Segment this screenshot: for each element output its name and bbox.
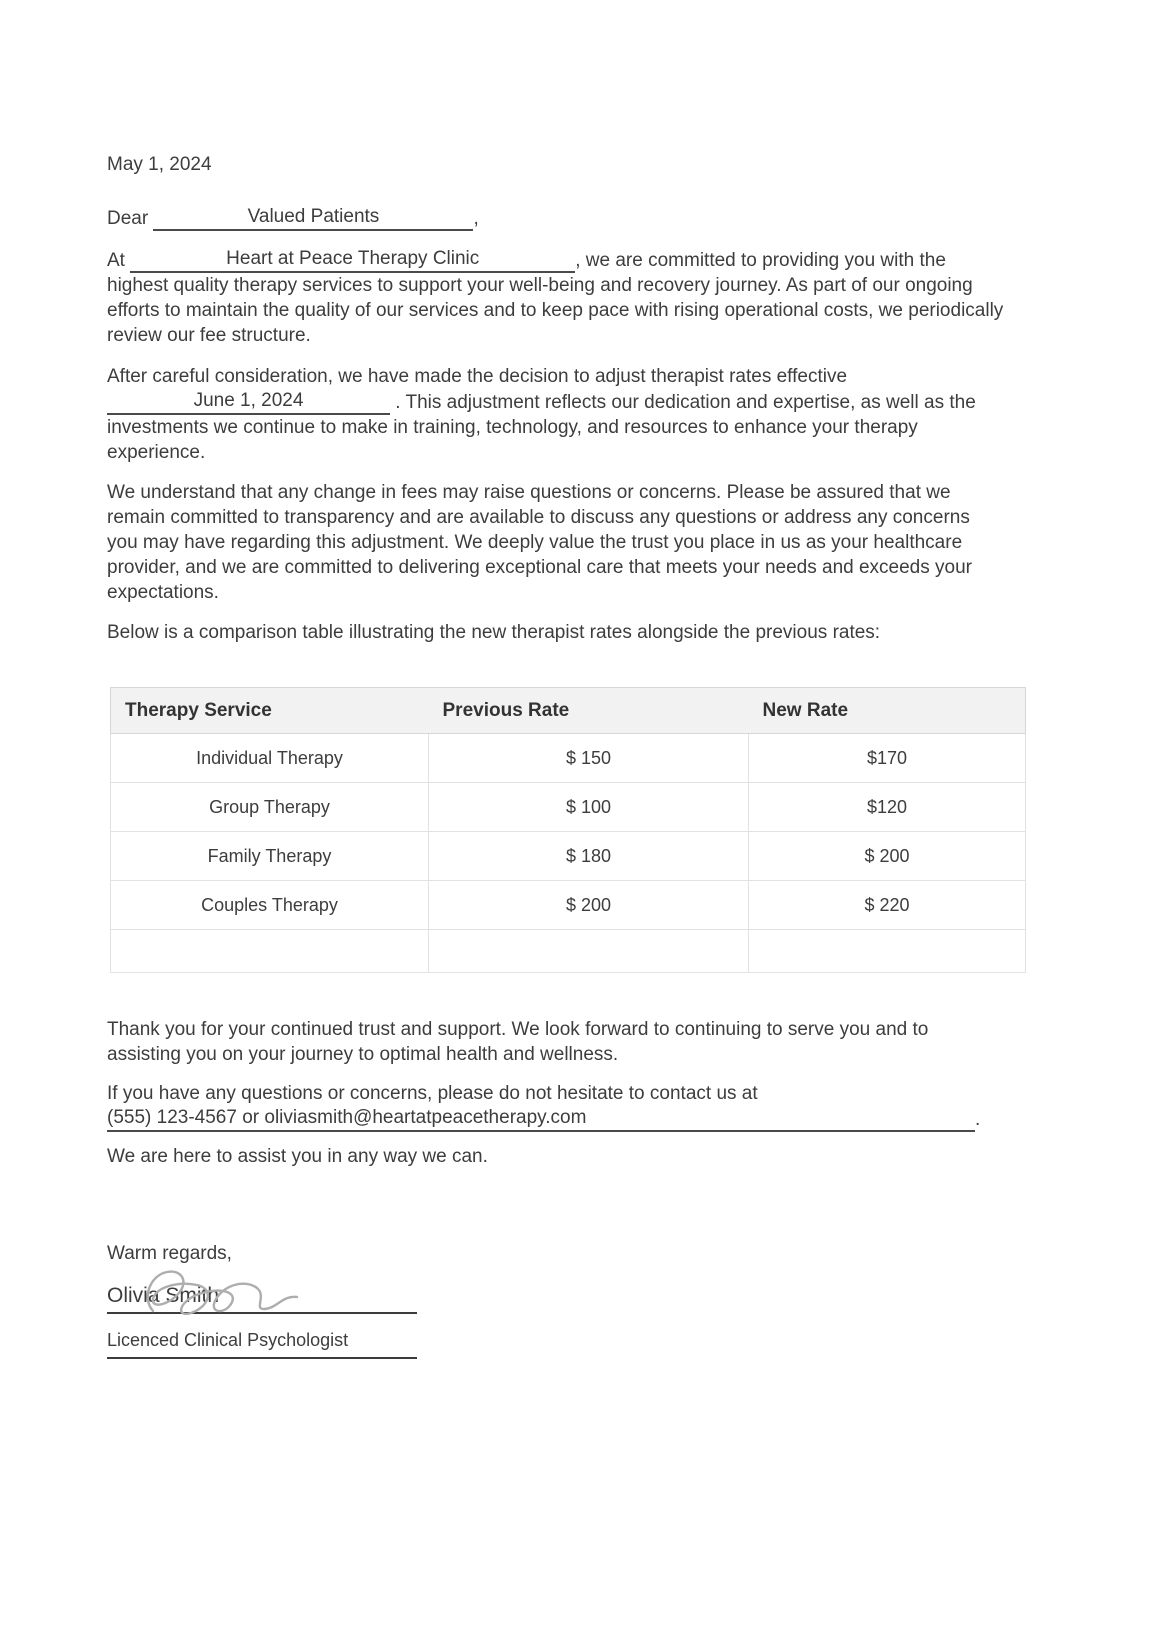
signature-title: Licenced Clinical Psychologist bbox=[107, 1328, 417, 1359]
adjustment-rest: . This adjustment reflects our dedication and expertise, as well as the investments we continue to make in training, technology, and resources to enhance your therapy experience. bbox=[107, 392, 976, 463]
effective-date: June 1, 2024 bbox=[193, 390, 304, 411]
signature-name: Olivia Smith bbox=[107, 1283, 417, 1314]
table-row bbox=[111, 832, 1026, 881]
recipient-name-blank bbox=[153, 205, 473, 231]
table-cell-previous-rate bbox=[429, 930, 749, 973]
table-cell-service: Couples Therapy bbox=[111, 881, 429, 930]
paragraph-assist: We are here to assist you in any way we can. bbox=[107, 1146, 488, 1167]
table-cell-new-rate bbox=[749, 930, 1026, 973]
table-cell-service: Individual Therapy bbox=[111, 734, 429, 783]
table-cell-service: Family Therapy bbox=[111, 832, 429, 881]
effective-date-blank bbox=[107, 389, 390, 415]
clinic-name: Heart at Peace Therapy Clinic bbox=[226, 248, 480, 269]
clinic-name-blank bbox=[130, 247, 575, 273]
table-cell-previous-rate: $ 200 bbox=[429, 881, 749, 930]
table-cell-new-rate: $ 220 bbox=[749, 881, 1026, 930]
intro-rest: , we are committed to providing you with the highest quality therapy services to support your well-being and recovery journey. As part of our ongoing efforts to maintain the quality of our services and to keep pace with rising operational costs, we periodically review our fee structure. bbox=[107, 250, 1004, 346]
table-cell-previous-rate: $ 100 bbox=[429, 783, 749, 832]
contact-lead-in: If you have any questions or concerns, please do not hesitate to contact us at bbox=[107, 1083, 758, 1104]
table-cell-previous-rate: $ 180 bbox=[429, 832, 749, 881]
paragraph-contact bbox=[107, 1081, 1004, 1132]
paragraph-table-lead-in: Below is a comparison table illustrating the new therapist rates alongside the previous rates: bbox=[107, 622, 881, 643]
contact-info-blank bbox=[107, 1106, 975, 1132]
letter-date: May 1, 2024 bbox=[107, 154, 212, 175]
table-cell-new-rate: $ 200 bbox=[749, 832, 1026, 881]
table-row bbox=[111, 783, 1026, 832]
salutation-prefix: Dear bbox=[107, 208, 149, 229]
table-cell-service bbox=[111, 930, 429, 973]
table-cell-new-rate: $170 bbox=[749, 734, 1026, 783]
closing-block bbox=[107, 1241, 1004, 1359]
header-new-rate: New Rate bbox=[749, 688, 1026, 734]
contact-info: (555) 123-4567 or oliviasmith@heartatpeacetherapy.com bbox=[107, 1107, 587, 1128]
paragraph-thanks: Thank you for your continued trust and support. We look forward to continuing to serve you and to assisting you on your journey to optimal health and wellness. bbox=[107, 1019, 929, 1065]
intro-prefix: At bbox=[107, 250, 125, 271]
table-header-row bbox=[111, 688, 1026, 734]
salutation-suffix: , bbox=[473, 208, 479, 229]
letter-content bbox=[107, 152, 1004, 1359]
header-previous-rate: Previous Rate bbox=[429, 688, 749, 734]
paragraph-transparency: We understand that any change in fees may raise questions or concerns. Please be assured that we remain committed to transparency and are available to discuss any questions or address any concerns you may have regarding this adjustment. We deeply value the trust you place in us as your healthcare provider, and we are committed to delivering exceptional care that meets your needs and exceeds your expectations. bbox=[107, 482, 972, 603]
table-row-empty bbox=[111, 930, 1026, 973]
recipient-name: Valued Patients bbox=[247, 206, 380, 227]
contact-suffix: . bbox=[975, 1109, 981, 1130]
paragraph-rate-adjustment bbox=[107, 364, 1004, 465]
closing-regards: Warm regards, bbox=[107, 1243, 232, 1264]
table-row bbox=[111, 881, 1026, 930]
table-cell-service: Group Therapy bbox=[111, 783, 429, 832]
table-cell-previous-rate: $ 150 bbox=[429, 734, 749, 783]
rate-comparison-table bbox=[110, 687, 1026, 973]
table-cell-new-rate: $120 bbox=[749, 783, 1026, 832]
table-row bbox=[111, 734, 1026, 783]
salutation-line bbox=[107, 205, 1004, 231]
paragraph-intro bbox=[107, 247, 1004, 348]
header-therapy-service: Therapy Service bbox=[111, 688, 429, 734]
adjustment-prefix: After careful consideration, we have made the decision to adjust therapist rates effective bbox=[107, 366, 848, 387]
